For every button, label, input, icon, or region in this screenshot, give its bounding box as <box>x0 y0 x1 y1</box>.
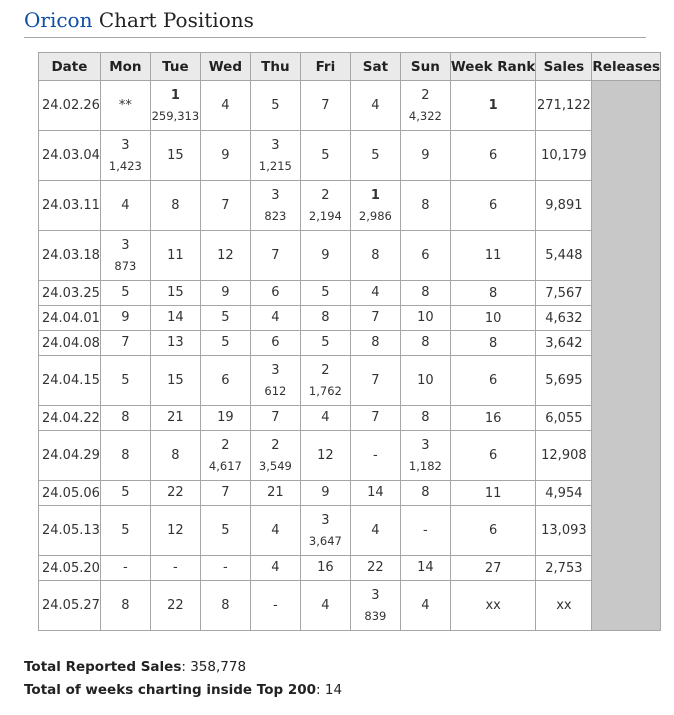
daily-rank: 3 <box>321 512 330 528</box>
daily-rank-cell <box>200 306 250 331</box>
daily-rank: 22 <box>167 485 184 500</box>
daily-rank: 1 <box>370 187 380 203</box>
daily-rank-cell <box>300 131 350 181</box>
column-header: Sales <box>536 53 592 81</box>
daily-rank-cell <box>350 481 400 506</box>
daily-rank: - <box>173 560 178 575</box>
column-header: Tue <box>150 53 200 81</box>
table-row <box>39 181 661 231</box>
daily-rank-cell <box>350 306 400 331</box>
total-sales-value: 358,778 <box>190 659 247 675</box>
daily-rank: - <box>123 560 128 575</box>
daily-rank: 5 <box>321 147 330 163</box>
daily-rank-cell <box>400 131 450 181</box>
daily-rank: 3 <box>271 187 280 203</box>
daily-rank-cell <box>150 356 200 406</box>
daily-rank-cell <box>300 331 350 356</box>
daily-rank-cell <box>400 231 450 281</box>
column-header: Date <box>39 53 101 81</box>
daily-rank-cell <box>150 181 200 231</box>
daily-rank: 5 <box>121 372 130 388</box>
total-weeks-value: 14 <box>324 682 343 698</box>
daily-rank-cell <box>250 356 300 406</box>
daily-rank: 8 <box>421 285 430 300</box>
daily-rank-cell <box>300 556 350 581</box>
week-sales-cell: 10,179 <box>536 131 592 181</box>
daily-rank-cell <box>400 306 450 331</box>
daily-rank: 4 <box>371 97 380 113</box>
daily-rank-cell <box>150 231 200 281</box>
daily-rank-cell <box>250 556 300 581</box>
daily-rank: 12 <box>167 522 184 538</box>
daily-rank: 8 <box>421 410 430 425</box>
daily-rank-cell <box>100 306 150 331</box>
daily-rank-cell <box>300 581 350 631</box>
daily-sales: 1,182 <box>408 458 442 473</box>
daily-rank-cell <box>250 481 300 506</box>
daily-rank-cell <box>250 231 300 281</box>
week-date-cell: 24.02.26 <box>39 81 101 131</box>
daily-rank-cell <box>350 331 400 356</box>
week-sales-cell: 12,908 <box>536 431 592 481</box>
daily-rank: 12 <box>317 447 334 463</box>
daily-rank: 22 <box>367 560 384 575</box>
daily-rank: 8 <box>121 410 130 425</box>
daily-rank-cell <box>400 431 450 481</box>
week-date-cell: 24.05.06 <box>39 481 101 506</box>
daily-rank-cell <box>300 81 350 131</box>
daily-rank: 15 <box>167 285 184 300</box>
daily-rank: 4 <box>321 597 330 613</box>
daily-rank-cell <box>200 406 250 431</box>
daily-rank-cell <box>350 231 400 281</box>
week-date-cell: 24.04.01 <box>39 306 101 331</box>
table-row <box>39 281 661 306</box>
daily-rank-cell <box>300 181 350 231</box>
daily-rank-cell <box>200 81 250 131</box>
week-rank-cell: 16 <box>450 406 536 431</box>
daily-rank-cell <box>350 81 400 131</box>
daily-rank: 19 <box>217 410 234 425</box>
daily-rank-cell <box>100 481 150 506</box>
daily-rank: 5 <box>121 485 130 500</box>
daily-rank-cell <box>400 181 450 231</box>
daily-sales: 4,617 <box>208 458 242 473</box>
daily-rank-cell <box>100 331 150 356</box>
daily-rank-cell <box>350 506 400 556</box>
page-title-text: Chart Positions <box>98 8 254 32</box>
week-sales-cell: 2,753 <box>536 556 592 581</box>
daily-rank: 2 <box>221 437 230 453</box>
week-rank-cell: 6 <box>450 506 536 556</box>
table-row <box>39 231 661 281</box>
week-date-cell: 24.05.27 <box>39 581 101 631</box>
daily-rank: 3 <box>121 137 130 153</box>
table-row <box>39 331 661 356</box>
daily-rank-cell <box>100 231 150 281</box>
daily-rank: 5 <box>221 335 230 350</box>
daily-rank: - <box>423 522 428 538</box>
daily-rank-cell <box>200 181 250 231</box>
week-sales-cell: xx <box>536 581 592 631</box>
daily-rank-cell <box>400 481 450 506</box>
week-sales-cell: 3,642 <box>536 331 592 356</box>
week-rank-cell: 6 <box>450 131 536 181</box>
daily-rank: 7 <box>221 197 230 213</box>
daily-rank: 10 <box>417 310 434 325</box>
daily-rank: 4 <box>221 97 230 113</box>
daily-rank-cell <box>150 406 200 431</box>
daily-rank: 5 <box>371 147 380 163</box>
week-date-cell: 24.04.29 <box>39 431 101 481</box>
daily-rank: 6 <box>271 335 280 350</box>
daily-rank: 5 <box>321 335 330 350</box>
daily-rank: 8 <box>321 310 330 325</box>
daily-rank: 4 <box>371 285 380 300</box>
daily-rank-cell <box>400 81 450 131</box>
daily-sales: 1,762 <box>308 383 342 398</box>
daily-rank: 1 <box>170 87 180 103</box>
week-rank-cell: 11 <box>450 231 536 281</box>
totals-section <box>24 656 342 702</box>
week-rank-cell: xx <box>450 581 536 631</box>
week-rank-cell: 27 <box>450 556 536 581</box>
daily-rank-cell <box>250 181 300 231</box>
table-row <box>39 356 661 406</box>
daily-rank-cell <box>250 406 300 431</box>
week-date-cell: 24.03.11 <box>39 181 101 231</box>
chart-positions-table <box>38 52 661 631</box>
week-sales-cell: 5,695 <box>536 356 592 406</box>
daily-sales: 1,215 <box>258 158 292 173</box>
table-row <box>39 81 661 131</box>
daily-rank-cell <box>400 331 450 356</box>
daily-rank-cell <box>200 556 250 581</box>
daily-sales: 3,647 <box>308 533 342 548</box>
week-date-cell: 24.03.18 <box>39 231 101 281</box>
column-header: Thu <box>250 53 300 81</box>
week-sales-cell: 4,954 <box>536 481 592 506</box>
daily-rank-cell <box>150 331 200 356</box>
daily-rank-cell <box>300 406 350 431</box>
daily-rank: 3 <box>421 437 430 453</box>
daily-sales: 612 <box>264 383 287 398</box>
daily-rank-cell <box>150 281 200 306</box>
daily-sales: 3,549 <box>258 458 292 473</box>
table-row <box>39 556 661 581</box>
daily-rank-cell <box>150 81 200 131</box>
daily-sales: 259,313 <box>151 108 200 123</box>
daily-rank: - <box>223 560 228 575</box>
week-date-cell: 24.04.15 <box>39 356 101 406</box>
daily-rank: 4 <box>271 522 280 538</box>
daily-rank: 7 <box>321 97 330 113</box>
daily-rank: 9 <box>321 247 330 263</box>
daily-rank: 5 <box>221 522 230 538</box>
header-row <box>39 53 661 81</box>
daily-rank: 14 <box>167 310 184 325</box>
daily-rank-cell <box>150 481 200 506</box>
daily-rank: 12 <box>217 247 234 263</box>
daily-rank: 9 <box>321 485 330 500</box>
daily-rank: 4 <box>421 597 430 613</box>
column-header: Week Rank <box>450 53 536 81</box>
table-row <box>39 581 661 631</box>
daily-rank-cell <box>350 406 400 431</box>
week-sales-cell: 13,093 <box>536 506 592 556</box>
daily-rank-cell <box>400 581 450 631</box>
week-sales-cell: 5,448 <box>536 231 592 281</box>
daily-rank-cell <box>400 506 450 556</box>
daily-sales: 4,322 <box>408 108 442 123</box>
week-rank-cell: 8 <box>450 331 536 356</box>
daily-rank-cell <box>250 331 300 356</box>
daily-rank: 4 <box>121 197 130 213</box>
week-rank-cell: 1 <box>450 81 536 131</box>
daily-rank: 2 <box>421 87 430 103</box>
daily-rank: 7 <box>271 410 280 425</box>
daily-rank-cell <box>250 581 300 631</box>
daily-rank: 15 <box>167 372 184 388</box>
daily-rank-cell <box>100 81 150 131</box>
daily-rank: 16 <box>317 560 334 575</box>
daily-rank: 22 <box>167 597 184 613</box>
column-header: Fri <box>300 53 350 81</box>
daily-rank: 13 <box>167 335 184 350</box>
week-sales-cell: 271,122 <box>536 81 592 131</box>
week-date-cell: 24.04.22 <box>39 406 101 431</box>
week-rank-cell: 8 <box>450 281 536 306</box>
daily-rank-cell <box>350 281 400 306</box>
daily-rank-cell <box>300 481 350 506</box>
column-header: Mon <box>100 53 150 81</box>
daily-rank: 4 <box>371 522 380 538</box>
daily-rank: 4 <box>271 560 280 575</box>
daily-sales: 2,194 <box>308 208 342 223</box>
week-rank-cell: 6 <box>450 431 536 481</box>
daily-rank: 7 <box>371 310 380 325</box>
daily-sales: 1,423 <box>108 158 142 173</box>
daily-sales: 873 <box>114 258 137 273</box>
week-sales-cell: 9,891 <box>536 181 592 231</box>
daily-rank: 8 <box>421 197 430 213</box>
daily-rank-cell <box>200 506 250 556</box>
table-body <box>39 81 661 631</box>
daily-rank-cell <box>200 281 250 306</box>
daily-rank-cell <box>350 431 400 481</box>
daily-rank: 14 <box>367 485 384 500</box>
daily-sales: 2,986 <box>358 208 392 223</box>
week-sales-cell: 4,632 <box>536 306 592 331</box>
daily-rank-cell <box>200 331 250 356</box>
daily-rank-cell <box>200 481 250 506</box>
daily-rank: - <box>373 447 378 463</box>
daily-rank: 3 <box>271 362 280 378</box>
daily-rank: 9 <box>221 285 230 300</box>
daily-sales: 823 <box>264 208 287 223</box>
daily-rank-cell <box>300 506 350 556</box>
daily-rank: 14 <box>417 560 434 575</box>
week-date-cell: 24.04.08 <box>39 331 101 356</box>
daily-rank: 3 <box>121 237 130 253</box>
daily-rank: 9 <box>121 310 130 325</box>
daily-rank: 6 <box>221 372 230 388</box>
daily-rank: 2 <box>321 362 330 378</box>
table-row <box>39 406 661 431</box>
column-header: Sat <box>350 53 400 81</box>
daily-rank-cell <box>100 356 150 406</box>
daily-rank: 7 <box>221 485 230 500</box>
daily-rank-cell <box>350 181 400 231</box>
table-row <box>39 506 661 556</box>
daily-rank-cell <box>250 131 300 181</box>
daily-rank-cell <box>100 131 150 181</box>
daily-rank: 3 <box>371 587 380 603</box>
daily-rank: 4 <box>321 410 330 425</box>
daily-rank-cell <box>400 556 450 581</box>
daily-rank: 8 <box>121 447 130 463</box>
daily-rank-cell <box>400 281 450 306</box>
daily-rank: 11 <box>167 247 184 263</box>
daily-rank-cell <box>100 181 150 231</box>
daily-rank: 5 <box>121 522 130 538</box>
daily-rank-cell <box>150 506 200 556</box>
daily-sales: 839 <box>364 608 387 623</box>
daily-rank: 10 <box>417 372 434 388</box>
daily-rank-cell <box>300 281 350 306</box>
daily-rank: 21 <box>267 485 284 500</box>
daily-rank-cell <box>300 306 350 331</box>
daily-rank: 7 <box>271 247 280 263</box>
week-rank-cell: 11 <box>450 481 536 506</box>
table-row <box>39 306 661 331</box>
total-weeks-label: Total of weeks charting inside Top 200 <box>24 682 317 698</box>
daily-rank-cell <box>200 131 250 181</box>
daily-rank-cell <box>150 431 200 481</box>
total-sales: Total Reported Sales: 358,778 <box>24 659 247 675</box>
daily-rank-cell <box>200 431 250 481</box>
daily-rank-cell <box>350 556 400 581</box>
daily-rank: 9 <box>421 147 430 163</box>
oricon-link[interactable]: Oricon <box>24 8 93 32</box>
week-date-cell: 24.03.04 <box>39 131 101 181</box>
daily-rank: 9 <box>221 147 230 163</box>
daily-rank-cell <box>350 356 400 406</box>
daily-rank: 8 <box>171 197 180 213</box>
daily-rank-cell <box>250 506 300 556</box>
daily-rank-cell <box>150 581 200 631</box>
daily-rank-cell <box>100 556 150 581</box>
week-rank-cell: 6 <box>450 356 536 406</box>
page-title <box>24 6 646 38</box>
daily-rank-cell <box>250 306 300 331</box>
daily-rank-cell <box>250 431 300 481</box>
daily-rank-cell <box>100 581 150 631</box>
daily-rank: 5 <box>271 97 280 113</box>
daily-rank: 7 <box>371 372 380 388</box>
week-rank-cell: 10 <box>450 306 536 331</box>
daily-rank: 8 <box>421 485 430 500</box>
daily-rank: 8 <box>421 335 430 350</box>
daily-rank: 4 <box>271 310 280 325</box>
column-header: Wed <box>200 53 250 81</box>
daily-rank-cell <box>100 406 150 431</box>
daily-rank-cell <box>350 131 400 181</box>
daily-rank: - <box>273 597 278 613</box>
releases-cell <box>592 81 661 631</box>
column-header: Releases <box>592 53 661 81</box>
daily-rank-cell <box>400 356 450 406</box>
daily-rank-cell <box>300 431 350 481</box>
daily-rank-cell <box>100 506 150 556</box>
daily-rank: 6 <box>421 247 430 263</box>
daily-rank-cell <box>400 406 450 431</box>
daily-rank-cell <box>300 231 350 281</box>
daily-rank-cell <box>200 231 250 281</box>
week-sales-cell: 6,055 <box>536 406 592 431</box>
daily-rank: 5 <box>321 285 330 300</box>
daily-rank: 2 <box>271 437 280 453</box>
week-sales-cell: 7,567 <box>536 281 592 306</box>
daily-rank: 7 <box>121 335 130 350</box>
daily-rank: 15 <box>167 147 184 163</box>
daily-rank: 8 <box>121 597 130 613</box>
daily-rank-cell <box>150 131 200 181</box>
daily-rank: 8 <box>221 597 230 613</box>
daily-rank-cell <box>150 306 200 331</box>
daily-rank: ** <box>118 97 132 113</box>
daily-rank-cell <box>250 81 300 131</box>
daily-rank-cell <box>200 356 250 406</box>
week-date-cell: 24.03.25 <box>39 281 101 306</box>
daily-rank-cell <box>350 581 400 631</box>
daily-rank: 3 <box>271 137 280 153</box>
daily-rank: 5 <box>121 285 130 300</box>
daily-rank-cell <box>300 356 350 406</box>
daily-rank-cell <box>250 281 300 306</box>
daily-rank-cell <box>100 431 150 481</box>
daily-rank-cell <box>150 556 200 581</box>
daily-rank: 7 <box>371 410 380 425</box>
daily-rank: 6 <box>271 285 280 300</box>
daily-rank: 2 <box>321 187 330 203</box>
column-header: Sun <box>400 53 450 81</box>
week-rank-cell: 6 <box>450 181 536 231</box>
daily-rank-cell <box>100 281 150 306</box>
daily-rank: 8 <box>371 247 380 263</box>
week-date-cell: 24.05.13 <box>39 506 101 556</box>
week-date-cell: 24.05.20 <box>39 556 101 581</box>
daily-rank: 8 <box>171 447 180 463</box>
table-row <box>39 481 661 506</box>
total-weeks: Total of weeks charting inside Top 200: 14 <box>24 682 343 698</box>
daily-rank: 21 <box>167 410 184 425</box>
daily-rank-cell <box>200 581 250 631</box>
table-row <box>39 431 661 481</box>
daily-rank: 5 <box>221 310 230 325</box>
total-sales-label: Total Reported Sales <box>24 659 182 675</box>
daily-rank: 8 <box>371 335 380 350</box>
table-row <box>39 131 661 181</box>
